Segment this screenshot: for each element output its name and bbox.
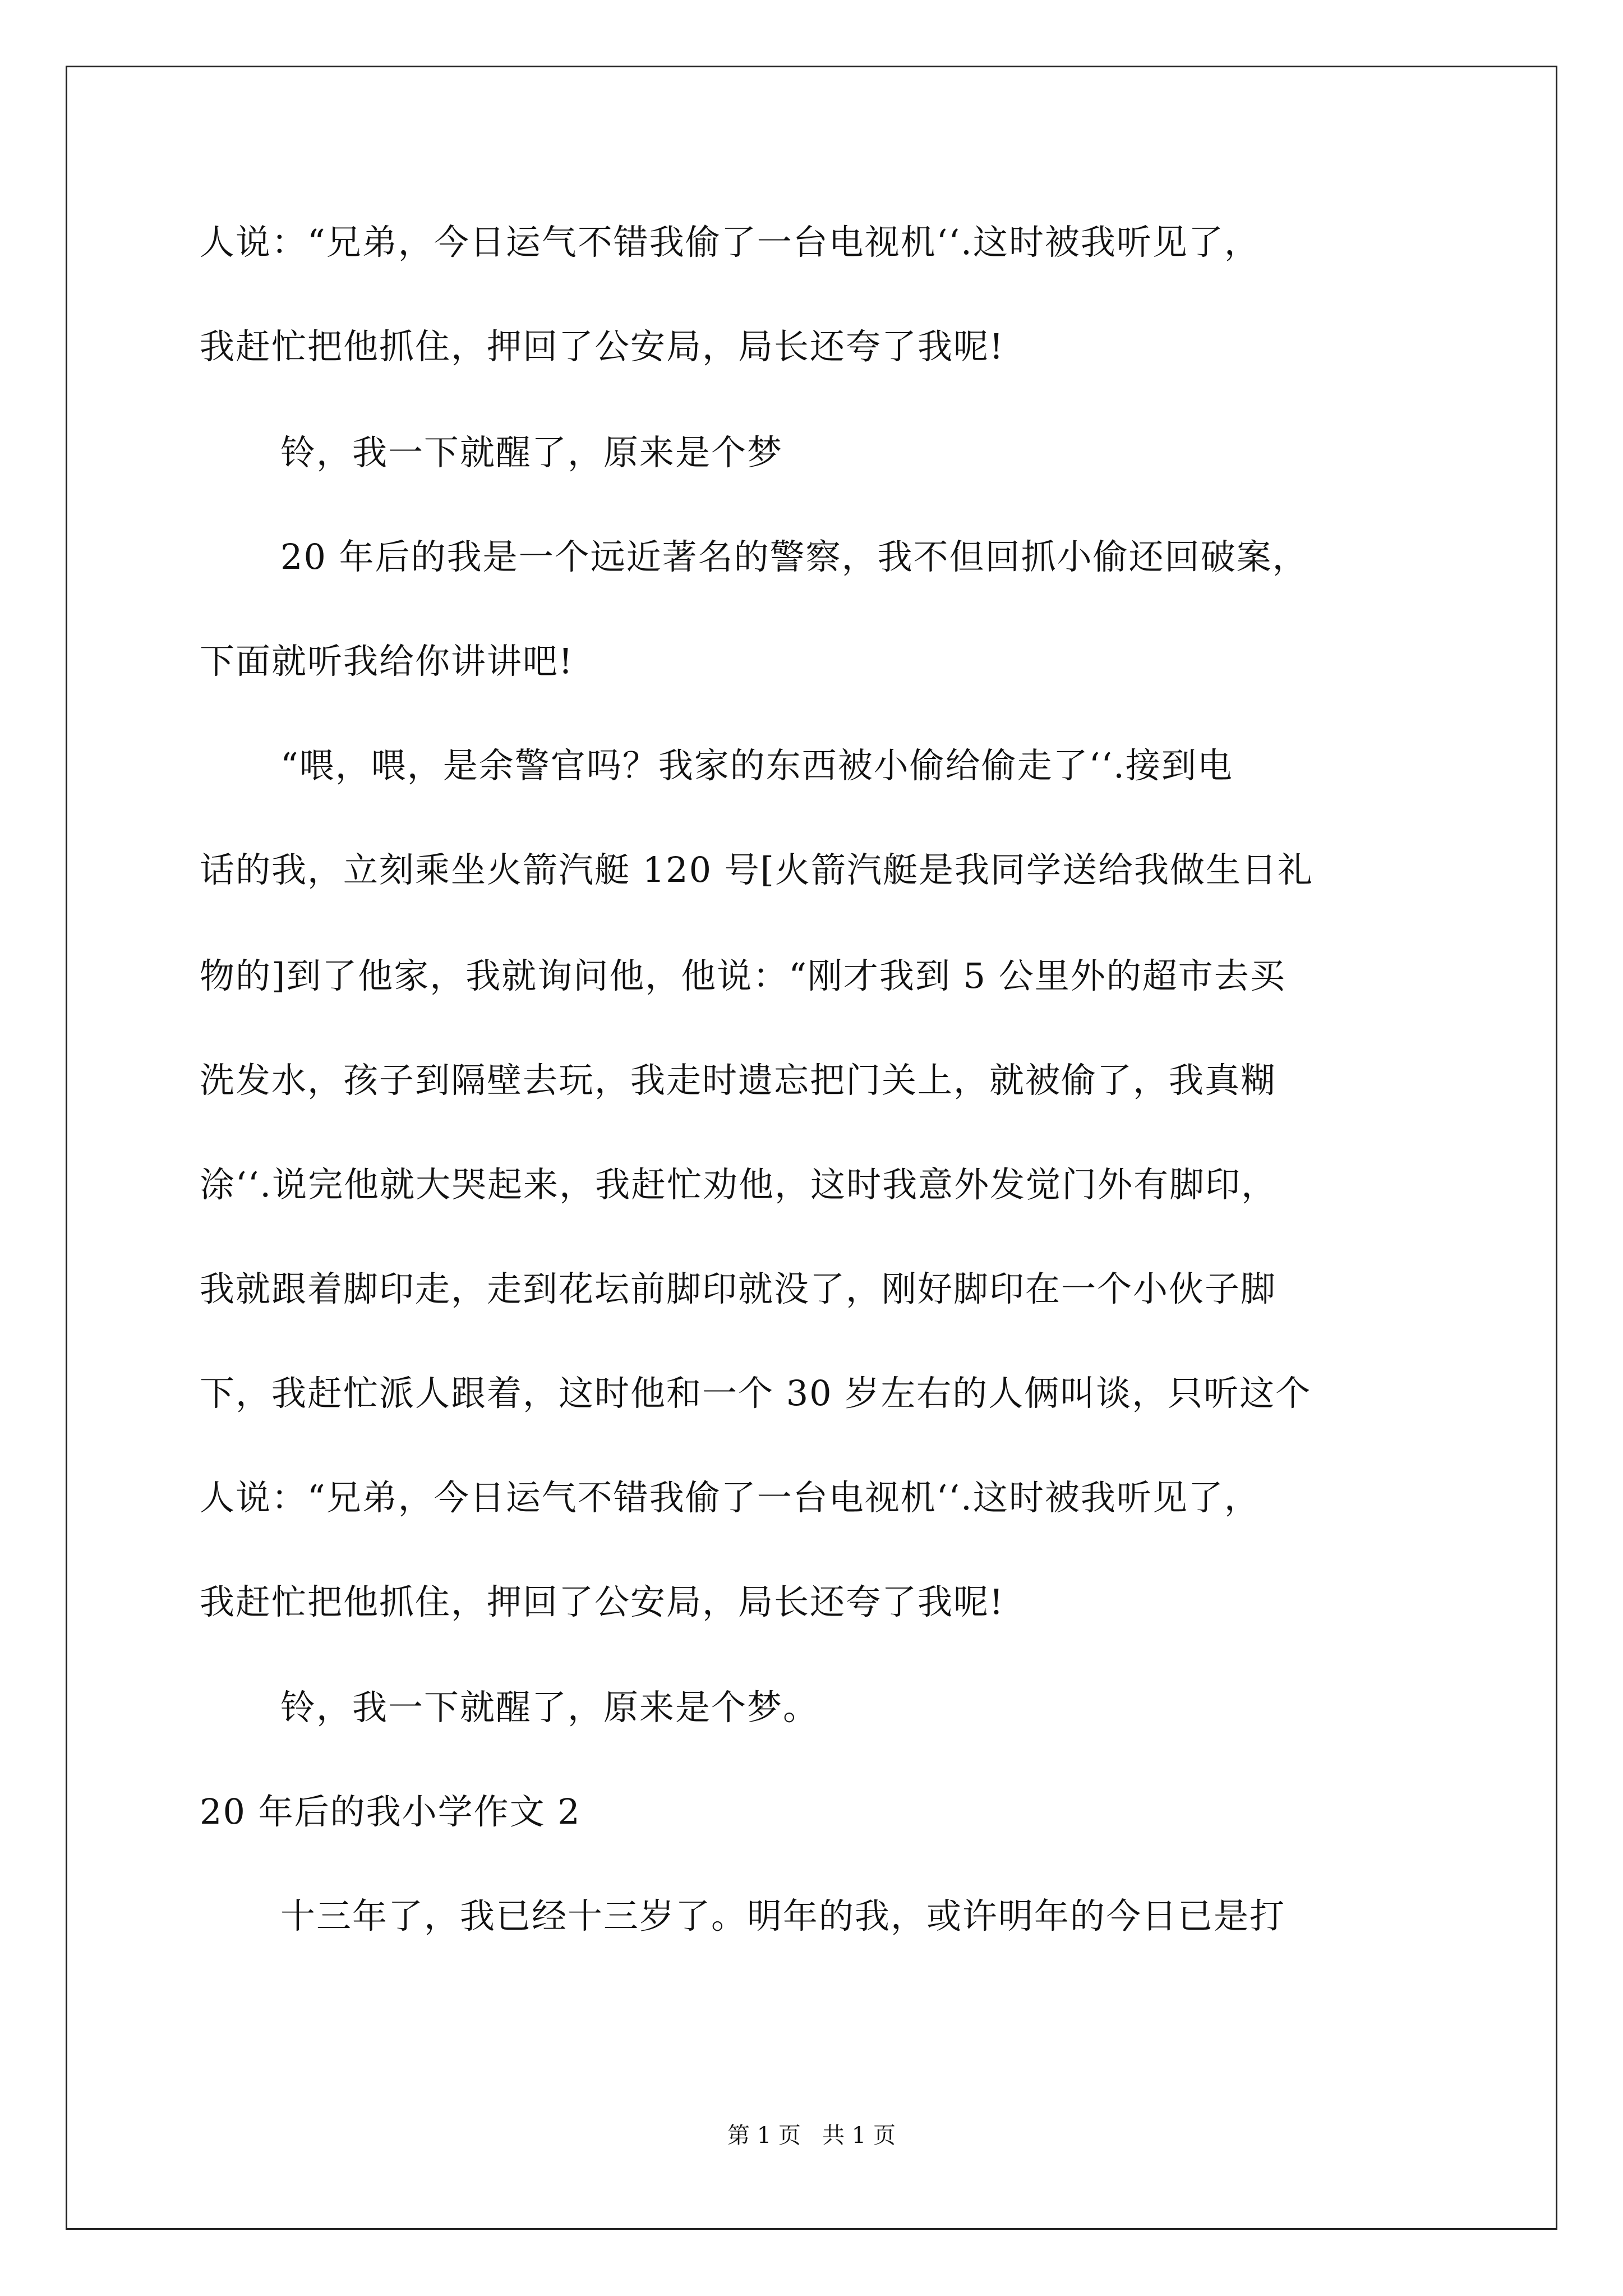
text-line-4: 20 年后的我是一个远近著名的警察，我不但回抓小偷还回破案， xyxy=(280,536,1308,577)
text-line-13: 人说：“兄弟，今日运气不错我偷了一台电视机‘‘.这时被我听见了， xyxy=(200,1477,1260,1518)
text-line-7: 话的我，立刻乘坐火箭汽艇 120 号[火箭汽艇是我同学送给我做生日礼 xyxy=(200,849,1313,890)
text-line-11: 我就跟着脚印走，走到花坛前脚印就没了，刚好脚印在一个小伙子脚 xyxy=(200,1268,1277,1309)
section-heading: 20 年后的我小学作文 2 xyxy=(200,1791,581,1832)
text-line-15: 铃，我一下就醒了，原来是个梦。 xyxy=(280,1687,819,1728)
text-line-2: 我赶忙把他抓住，押回了公安局，局长还夸了我呢! xyxy=(200,326,1004,367)
page-footer: 第 1 页 共 1 页 xyxy=(727,2123,896,2148)
text-line-1: 人说：“兄弟，今日运气不错我偷了一台电视机‘‘.这时被我听见了， xyxy=(200,222,1260,263)
text-line-6: “喂，喂，是余警官吗？我家的东西被小偷给偷走了‘‘.接到电 xyxy=(280,745,1233,786)
text-line-10: 涂‘‘.说完他就大哭起来，我赶忙劝他，这时我意外发觉门外有脚印， xyxy=(200,1164,1278,1205)
text-line-5: 下面就听我给你讲讲吧! xyxy=(200,641,574,682)
text-line-12: 下，我赶忙派人跟着，这时他和一个 30 岁左右的人俩叫谈，只听这个 xyxy=(200,1373,1312,1414)
text-line-3: 铃，我一下就醒了，原来是个梦 xyxy=(280,432,783,473)
text-line-9: 洗发水，孩子到隔壁去玩，我走时遗忘把门关上，就被偷了，我真糊 xyxy=(200,1060,1277,1101)
text-line-8: 物的]到了他家，我就询问他，他说：“刚才我到 5 公里外的超市去买 xyxy=(200,955,1286,996)
text-line-17: 十三年了，我已经十三岁了。明年的我，或许明年的今日已是打 xyxy=(280,1895,1286,1936)
text-line-14: 我赶忙把他抓住，押回了公安局，局长还夸了我呢! xyxy=(200,1581,1004,1622)
